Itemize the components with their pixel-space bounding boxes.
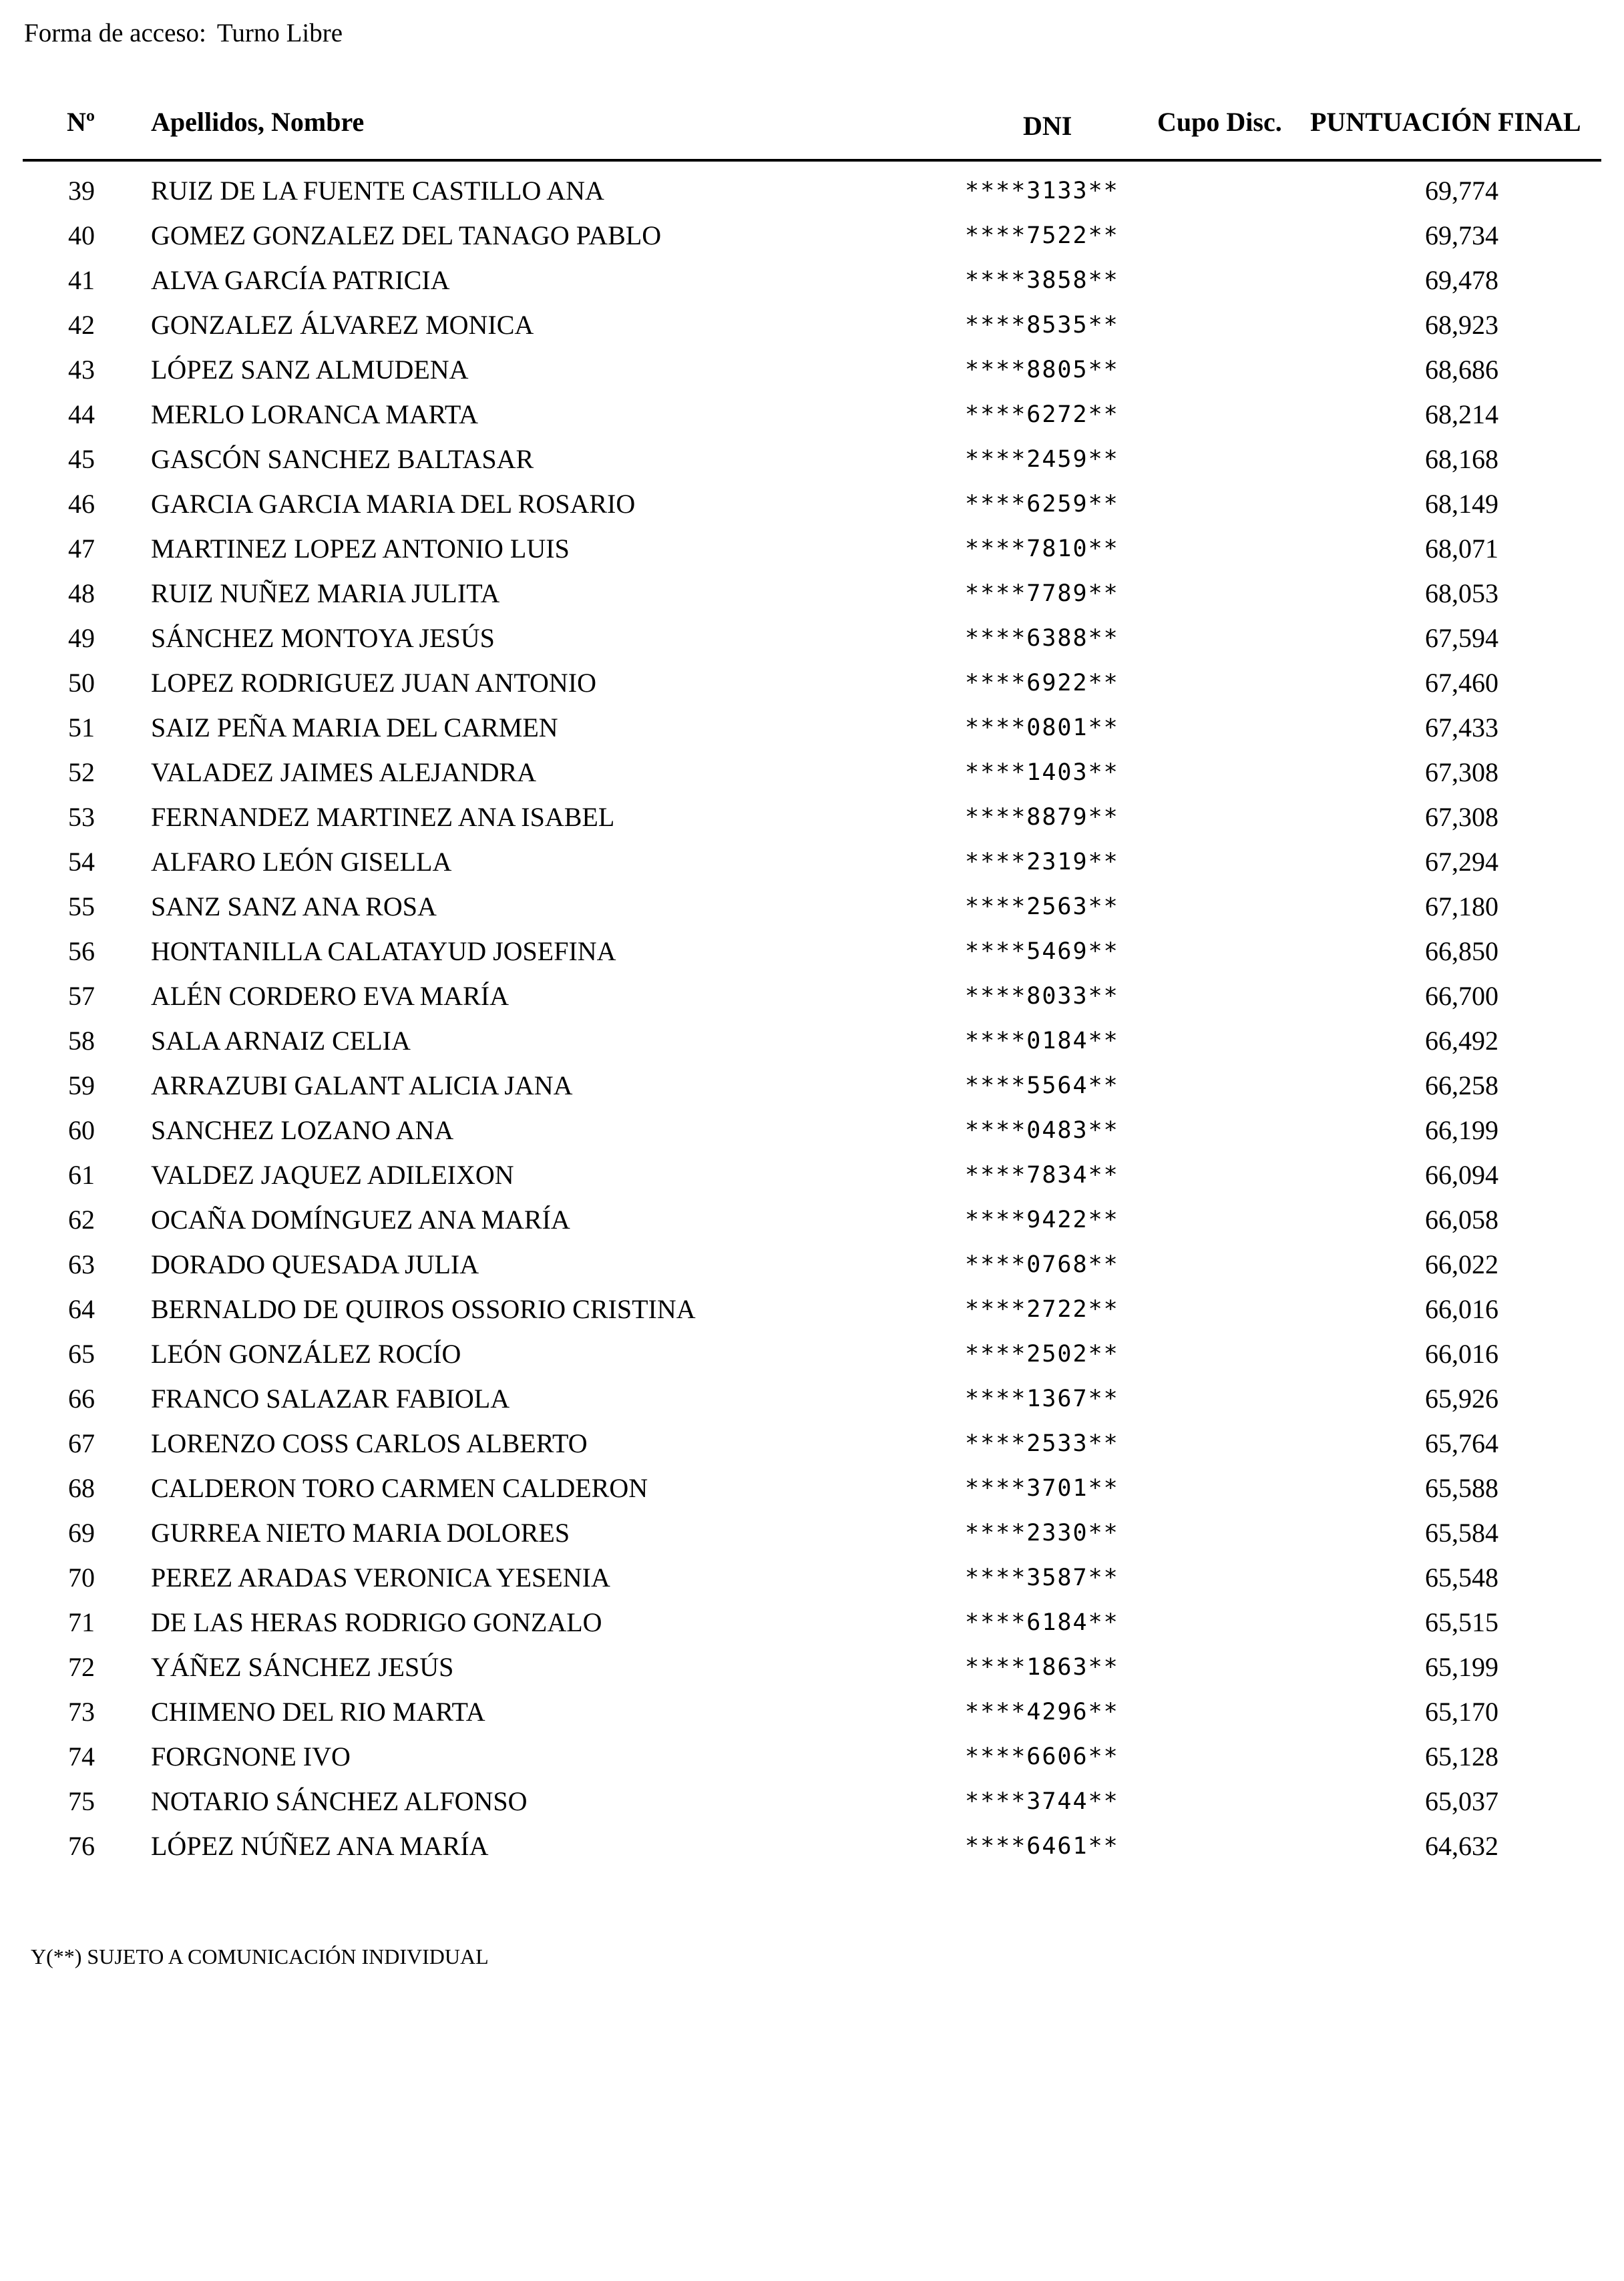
table-row — [0, 575, 1624, 620]
table-row — [0, 933, 1624, 978]
row-score: 66,094 — [1425, 1160, 1498, 1190]
row-dni: ****2502** — [965, 1341, 1119, 1368]
table-row — [0, 1649, 1624, 1693]
row-number: 63 — [68, 1249, 95, 1279]
row-number: 55 — [68, 891, 95, 921]
table-row — [0, 709, 1624, 754]
row-name: FRANCO SALAZAR FABIOLA — [151, 1384, 510, 1414]
table-row — [0, 1022, 1624, 1067]
row-name: LÓPEZ SANZ ALMUDENA — [151, 355, 469, 385]
table-row — [0, 1246, 1624, 1291]
table-row — [0, 664, 1624, 709]
table-row — [0, 1514, 1624, 1559]
table-row — [0, 1425, 1624, 1470]
table-row — [0, 485, 1624, 530]
row-dni: ****6606** — [965, 1743, 1119, 1770]
column-header-number: Nº — [67, 107, 95, 137]
row-score: 68,923 — [1425, 310, 1498, 340]
footnote: Y(**) SUJETO A COMUNICACIÓN INDIVIDUAL — [31, 1944, 489, 1968]
row-number: 56 — [68, 936, 95, 966]
row-score: 65,548 — [1425, 1563, 1498, 1593]
table-row — [0, 1604, 1624, 1649]
row-score: 67,594 — [1425, 623, 1498, 653]
row-dni: ****2563** — [965, 893, 1119, 920]
access-line — [24, 17, 343, 49]
row-dni: ****2319** — [965, 849, 1119, 875]
row-number: 44 — [68, 399, 95, 429]
row-dni: ****1403** — [965, 759, 1119, 786]
row-dni: ****0184** — [965, 1028, 1119, 1054]
row-name: RUIZ NUÑEZ MARIA JULITA — [151, 578, 500, 608]
row-score: 66,700 — [1425, 981, 1498, 1011]
row-score: 68,686 — [1425, 355, 1498, 385]
row-dni: ****3744** — [965, 1788, 1119, 1815]
table-row — [0, 1291, 1624, 1335]
row-score: 67,180 — [1425, 891, 1498, 921]
row-name: GURREA NIETO MARIA DOLORES — [151, 1518, 570, 1548]
row-number: 73 — [68, 1697, 95, 1727]
row-dni: ****6388** — [965, 625, 1119, 652]
row-dni: ****2722** — [965, 1296, 1119, 1323]
row-number: 67 — [68, 1428, 95, 1458]
row-number: 52 — [68, 757, 95, 787]
row-number: 71 — [68, 1607, 95, 1637]
row-dni: ****7522** — [965, 222, 1119, 249]
table-row — [0, 1828, 1624, 1872]
row-name: OCAÑA DOMÍNGUEZ ANA MARÍA — [151, 1205, 570, 1235]
row-score: 69,478 — [1425, 265, 1498, 295]
row-name: BERNALDO DE QUIROS OSSORIO CRISTINA — [151, 1294, 696, 1324]
row-score: 65,037 — [1425, 1786, 1498, 1816]
row-name: LORENZO COSS CARLOS ALBERTO — [151, 1428, 588, 1458]
row-dni: ****2330** — [965, 1520, 1119, 1546]
row-score: 68,149 — [1425, 489, 1498, 519]
table-row — [0, 1157, 1624, 1201]
row-number: 50 — [68, 668, 95, 698]
row-name: DE LAS HERAS RODRIGO GONZALO — [151, 1607, 602, 1637]
row-name: YÁÑEZ SÁNCHEZ JESÚS — [151, 1652, 454, 1682]
row-number: 76 — [68, 1831, 95, 1861]
row-number: 51 — [68, 712, 95, 743]
row-name: GARCIA GARCIA MARIA DEL ROSARIO — [151, 489, 636, 519]
row-name: GONZALEZ ÁLVAREZ MONICA — [151, 310, 534, 340]
row-number: 64 — [68, 1294, 95, 1324]
header-divider — [23, 159, 1601, 162]
row-score: 68,071 — [1425, 534, 1498, 564]
row-dni: ****8033** — [965, 983, 1119, 1010]
row-dni: ****8805** — [965, 357, 1119, 383]
row-number: 40 — [68, 220, 95, 250]
row-dni: ****3858** — [965, 267, 1119, 294]
row-name: DORADO QUESADA JULIA — [151, 1249, 479, 1279]
row-name: CHIMENO DEL RIO MARTA — [151, 1697, 485, 1727]
row-name: SÁNCHEZ MONTOYA JESÚS — [151, 623, 495, 653]
row-dni: ****1367** — [965, 1386, 1119, 1412]
table-row — [0, 888, 1624, 933]
row-name: LÓPEZ NÚÑEZ ANA MARÍA — [151, 1831, 489, 1861]
row-dni: ****5564** — [965, 1072, 1119, 1099]
row-score: 65,170 — [1425, 1697, 1498, 1727]
table-row — [0, 843, 1624, 888]
row-dni: ****9422** — [965, 1207, 1119, 1233]
row-number: 60 — [68, 1115, 95, 1145]
column-header-dni: DNI — [1023, 111, 1072, 141]
row-number: 42 — [68, 310, 95, 340]
row-name: SAIZ PEÑA MARIA DEL CARMEN — [151, 712, 558, 743]
row-score: 66,850 — [1425, 936, 1498, 966]
row-score: 65,764 — [1425, 1428, 1498, 1458]
row-name: ARRAZUBI GALANT ALICIA JANA — [151, 1070, 573, 1100]
row-number: 66 — [68, 1384, 95, 1414]
row-dni: ****6259** — [965, 491, 1119, 517]
row-name: FERNANDEZ MARTINEZ ANA ISABEL — [151, 802, 615, 832]
table-row — [0, 1067, 1624, 1112]
row-name: SANZ SANZ ANA ROSA — [151, 891, 437, 921]
row-dni: ****0801** — [965, 714, 1119, 741]
row-score: 65,128 — [1425, 1741, 1498, 1772]
row-name: HONTANILLA CALATAYUD JOSEFINA — [151, 936, 616, 966]
column-header-name: Apellidos, Nombre — [151, 107, 365, 137]
row-dni: ****7789** — [965, 580, 1119, 607]
row-dni: ****7810** — [965, 536, 1119, 562]
table-row — [0, 1693, 1624, 1738]
row-score: 66,058 — [1425, 1205, 1498, 1235]
row-name: SALA ARNAIZ CELIA — [151, 1026, 411, 1056]
access-value: Turno Libre — [216, 19, 343, 47]
row-name: CALDERON TORO CARMEN CALDERON — [151, 1473, 648, 1503]
row-number: 39 — [68, 176, 95, 206]
row-number: 69 — [68, 1518, 95, 1548]
table-row — [0, 1470, 1624, 1514]
row-score: 67,433 — [1425, 712, 1498, 743]
row-score: 68,214 — [1425, 399, 1498, 429]
row-dni: ****7834** — [965, 1162, 1119, 1189]
row-number: 68 — [68, 1473, 95, 1503]
row-dni: ****5469** — [965, 938, 1119, 965]
table-row — [0, 754, 1624, 799]
row-name: FORGNONE IVO — [151, 1741, 351, 1772]
table-row — [0, 1335, 1624, 1380]
table-row — [0, 172, 1624, 217]
table-row — [0, 1783, 1624, 1828]
table-row — [0, 620, 1624, 664]
row-dni: ****6184** — [965, 1609, 1119, 1636]
row-dni: ****2459** — [965, 446, 1119, 473]
row-number: 46 — [68, 489, 95, 519]
row-dni: ****1863** — [965, 1654, 1119, 1681]
row-score: 64,632 — [1425, 1831, 1498, 1861]
row-dni: ****0768** — [965, 1251, 1119, 1278]
row-name: MARTINEZ LOPEZ ANTONIO LUIS — [151, 534, 570, 564]
table-header — [0, 106, 1624, 146]
row-number: 45 — [68, 444, 95, 474]
row-dni: ****8879** — [965, 804, 1119, 831]
row-score: 69,734 — [1425, 220, 1498, 250]
row-score: 67,308 — [1425, 802, 1498, 832]
table-row — [0, 1559, 1624, 1604]
row-dni: ****8535** — [965, 312, 1119, 339]
row-score: 69,774 — [1425, 176, 1498, 206]
row-score: 66,258 — [1425, 1070, 1498, 1100]
row-score: 65,199 — [1425, 1652, 1498, 1682]
row-number: 49 — [68, 623, 95, 653]
row-number: 48 — [68, 578, 95, 608]
column-header-cupo: Cupo Disc. — [1157, 107, 1282, 137]
row-dni: ****0483** — [965, 1117, 1119, 1144]
row-score: 66,016 — [1425, 1294, 1498, 1324]
row-number: 53 — [68, 802, 95, 832]
results-table-body — [0, 172, 1624, 1872]
row-score: 68,168 — [1425, 444, 1498, 474]
row-name: LOPEZ RODRIGUEZ JUAN ANTONIO — [151, 668, 597, 698]
row-number: 74 — [68, 1741, 95, 1772]
table-row — [0, 306, 1624, 351]
row-number: 59 — [68, 1070, 95, 1100]
table-row — [0, 1380, 1624, 1425]
row-number: 61 — [68, 1160, 95, 1190]
row-dni: ****3133** — [965, 178, 1119, 204]
row-name: VALADEZ JAIMES ALEJANDRA — [151, 757, 537, 787]
row-score: 67,460 — [1425, 668, 1498, 698]
row-score: 65,584 — [1425, 1518, 1498, 1548]
access-label: Forma de acceso: — [24, 19, 206, 47]
row-score: 68,053 — [1425, 578, 1498, 608]
row-name: ALÉN CORDERO EVA MARÍA — [151, 981, 509, 1011]
row-number: 43 — [68, 355, 95, 385]
row-number: 54 — [68, 847, 95, 877]
row-name: NOTARIO SÁNCHEZ ALFONSO — [151, 1786, 528, 1816]
row-dni: ****3587** — [965, 1565, 1119, 1591]
row-name: PEREZ ARADAS VERONICA YESENIA — [151, 1563, 610, 1593]
row-score: 65,515 — [1425, 1607, 1498, 1637]
row-number: 75 — [68, 1786, 95, 1816]
row-name: GOMEZ GONZALEZ DEL TANAGO PABLO — [151, 220, 662, 250]
table-row — [0, 441, 1624, 485]
row-number: 47 — [68, 534, 95, 564]
row-dni: ****6922** — [965, 670, 1119, 696]
row-number: 58 — [68, 1026, 95, 1056]
column-header-score: PUNTUACIÓN FINAL — [1310, 107, 1581, 137]
row-name: LEÓN GONZÁLEZ ROCÍO — [151, 1339, 461, 1369]
row-number: 57 — [68, 981, 95, 1011]
table-row — [0, 799, 1624, 843]
row-score: 66,492 — [1425, 1026, 1498, 1056]
row-name: ALVA GARCÍA PATRICIA — [151, 265, 450, 295]
row-dni: ****6272** — [965, 401, 1119, 428]
table-row — [0, 396, 1624, 441]
row-score: 66,016 — [1425, 1339, 1498, 1369]
row-name: ALFARO LEÓN GISELLA — [151, 847, 452, 877]
table-row — [0, 262, 1624, 306]
row-score: 67,308 — [1425, 757, 1498, 787]
row-name: SANCHEZ LOZANO ANA — [151, 1115, 454, 1145]
table-row — [0, 1112, 1624, 1157]
row-score: 65,926 — [1425, 1384, 1498, 1414]
row-score: 66,199 — [1425, 1115, 1498, 1145]
row-number: 62 — [68, 1205, 95, 1235]
row-name: RUIZ DE LA FUENTE CASTILLO ANA — [151, 176, 604, 206]
table-row — [0, 530, 1624, 575]
table-row — [0, 217, 1624, 262]
table-row — [0, 1201, 1624, 1246]
row-number: 70 — [68, 1563, 95, 1593]
row-name: VALDEZ JAQUEZ ADILEIXON — [151, 1160, 514, 1190]
row-name: MERLO LORANCA MARTA — [151, 399, 478, 429]
row-number: 72 — [68, 1652, 95, 1682]
row-score: 67,294 — [1425, 847, 1498, 877]
table-row — [0, 978, 1624, 1022]
row-dni: ****3701** — [965, 1475, 1119, 1502]
row-score: 65,588 — [1425, 1473, 1498, 1503]
table-row — [0, 1738, 1624, 1783]
row-dni: ****4296** — [965, 1699, 1119, 1725]
row-number: 65 — [68, 1339, 95, 1369]
row-dni: ****6461** — [965, 1833, 1119, 1860]
row-number: 41 — [68, 265, 95, 295]
table-row — [0, 351, 1624, 396]
row-name: GASCÓN SANCHEZ BALTASAR — [151, 444, 534, 474]
row-score: 66,022 — [1425, 1249, 1498, 1279]
row-dni: ****2533** — [965, 1430, 1119, 1457]
